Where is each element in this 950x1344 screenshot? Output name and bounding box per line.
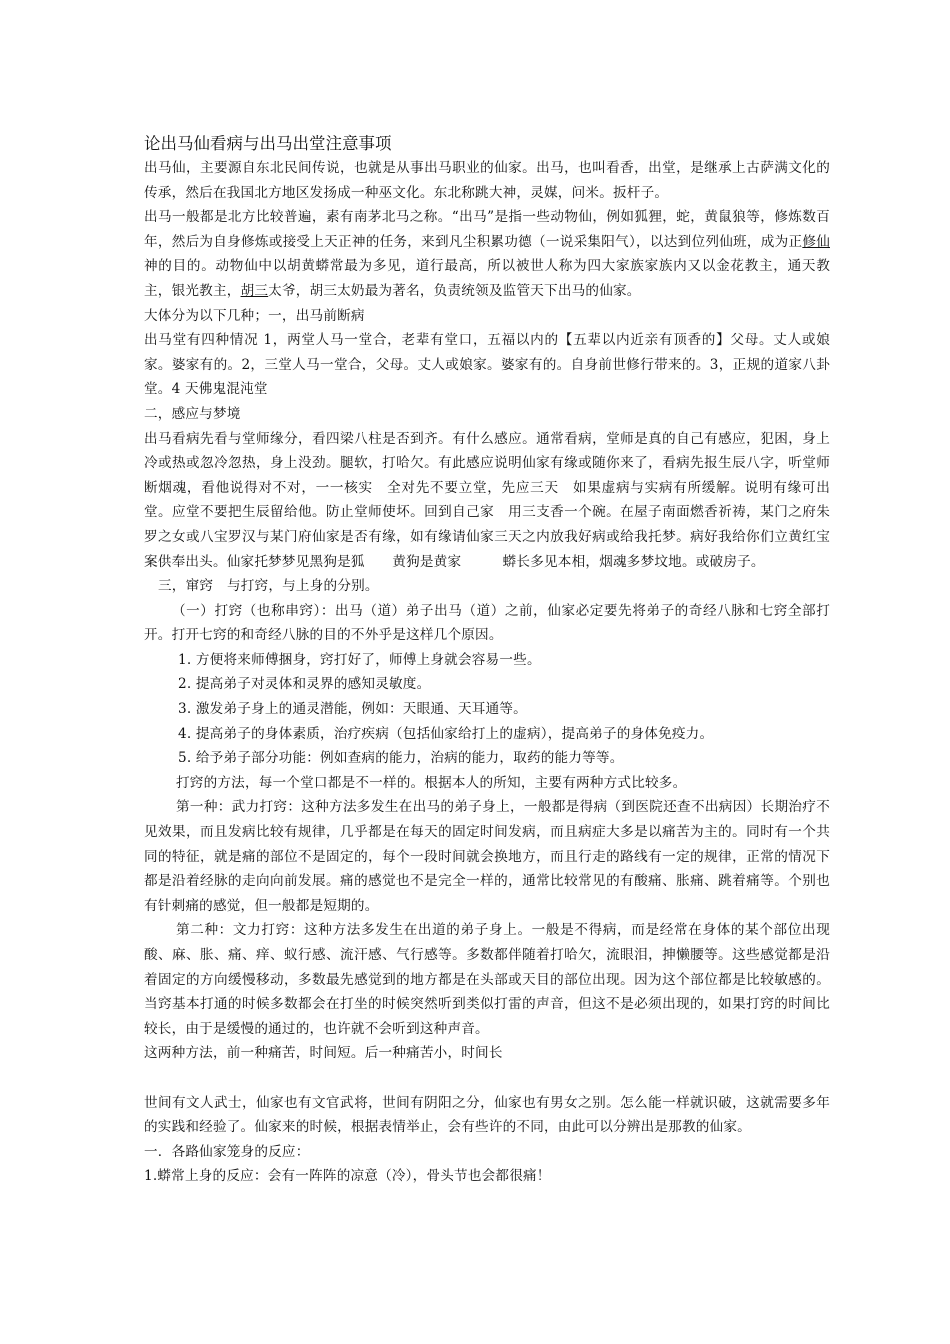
section-heading-2: 二，感应与梦境 <box>144 405 241 422</box>
section-heading-1: 大体分为以下几种；一，出马前断病 <box>144 307 365 324</box>
underlined-word: 胡三 <box>240 282 269 299</box>
paragraph-methods: 打窍的方法，每一个堂口都是不一样的。根据本人的所知，主要有两种方式比较多。 <box>176 774 687 791</box>
paragraph-python-reaction: 1.蟒常上身的反应：会有一阵阵的凉意（冷），骨头节也会都很痛！ <box>144 1168 551 1185</box>
paragraph-method-1: 第一种：武力打窍：这种方法多发生在出马的弟子身上，一般都是得病（到医院还查不出病因）长期治疗不见效果，而且发病比较有规律，几乎都是在每天的固定时间发病，而且病症大多是以痛苦为主的。同时有一个共同的特征，就是痛的部位不是固定的，每个一段时间就会换地方，而且行走的路线有一定的规律，正常的情况下都是沿着经脉的走向向前发展。痛的感觉也不是完全一样的，通常比较常见的有酸痛、胀痛、跳着痛等。个别也有针刺痛的感觉，但一般都是短期的。 <box>144 799 830 914</box>
reason-list <box>144 648 830 771</box>
text-segment: 神的目的。动物仙中以胡黄蟒常最为多见，道行最高，所以被世人称为四大家族家族内又以金花教主，通天教主，银光教主， <box>144 258 830 299</box>
paragraph-origin <box>144 205 830 303</box>
paragraph-method-2: 第二种：文力打窍：这种方法多发生在出道的弟子身上。一般是不得病，而是经常在身体的某个部位出现酸、麻、胀、痛、痒、蚁行感、流汗感、气行感等。多数都伴随着打哈欠，流眼泪，抻懒腰等。这些感觉都是沿着固定的方向缓慢移动，多数最先感觉到的地方都是在头部或天目的部位出现。因为这个部位都是比较敏感的。当窍基本打通的时候多数都会在打坐的时候突然听到类似打雷的声音，但这不是必须出现的，如果打窍的时间比较长，由于是缓慢的通过的，也许就不会听到这种声音。 <box>144 922 830 1037</box>
document-title: 论出马仙看病与出马出堂注意事项 <box>144 134 392 153</box>
blank-line <box>144 1066 830 1091</box>
list-item: 1. 方便将来师傅捆身，窍打好了，师傅上身就会容易一些。 <box>178 651 541 668</box>
list-item: 5. 给予弟子部分功能：例如查病的能力，治病的能力，取药的能力等等。 <box>178 750 624 767</box>
section-heading-4: 一．各路仙家笼身的反应： <box>144 1143 310 1160</box>
underlined-word: 修仙 <box>802 233 830 250</box>
list-item: 4. 提高弟子的身体素质，治疗疾病（包括仙家给打上的虚病），提高弟子的身体免疫力。 <box>178 725 714 742</box>
list-item: 2. 提高弟子对灵体和灵界的感知灵敏度。 <box>178 676 431 693</box>
paragraph-comparison: 这两种方法，前一种痛苦，时间短。后一种痛苦小，时间长 <box>144 1045 503 1062</box>
text-segment: 太爷，胡三太奶最为著名，负责统领及监管天下出马的仙家。 <box>268 282 641 299</box>
text-segment: 出马一般都是北方比较普遍，素有南茅北马之称。“出马”是指一些动物仙，例如狐狸，蛇，黄鼠狼等，修炼数百年，然后为自身修炼或接受上天正神的任务，来到凡尘积累功德（一说采集阳气），以达到位列仙班，成为正 <box>144 209 830 250</box>
paragraph-differences: 世间有文人武士，仙家也有文官武将，世间有阴阳之分，仙家也有男女之别。怎么能一样就识破，这就需要多年的实践和经验了。仙家来的时候，根据表情举止，会有些许的不同，由此可以分辨出是那教的仙家。 <box>144 1094 830 1136</box>
paragraph-intro: 出马仙，主要源自东北民间传说，也就是从事出马职业的仙家。出马，也叫看香，出堂，是继承上古萨满文化的传承，然后在我国北方地区发扬成一种巫文化。东北称跳大神，灵媒，问米。扳杆子。 <box>144 160 830 201</box>
paragraph-induction: 出马看病先看与堂师缘分，看四梁八柱是否到齐。有什么感应。通常看病，堂师是真的自己有感应，犯困，身上冷或热或忽冷忽热，身上没劲。腿软，打哈欠。有此感应说明仙家有缘或随你来了，看病先报生辰八字，听堂师断烟魂，看他说得对不对，一一核实 全对先不要立堂，先应三天 如果虚病与实病有所缓解。说明有缘可出堂。应堂不要把生辰留给他。防止堂师使坏。回到自己家 用三支香一个碗。在屋子南面燃香祈祷，某门之府朱罗之女或八宝罗汉与某门府仙家是否有缘，如有缘请仙家三天之内放我好病或给我托梦。病好我给你们立黄红宝案供奉出头。仙家托梦梦见黑狗是狐 黄狗是黄家 蟒长多见本相，烟魂多梦坟地。或破房子。 <box>144 430 830 570</box>
list-item: 3. 激发弟子身上的通灵潜能，例如：天眼通、天耳通等。 <box>178 701 527 718</box>
section-heading-3: 三，窜窍 与打窍，与上身的分别。 <box>158 578 379 595</box>
paragraph-hall-types: 出马堂有四种情况 1，两堂人马一堂合，老辈有堂口，五福以内的【五辈以内近亲有顶香的】父母。丈人或娘家。婆家有的。2，三堂人马一堂合，父母。丈人或娘家。婆家有的。自身前世修行带来的。3，正规的道家八卦堂。4 天佛鬼混沌堂 <box>144 332 830 398</box>
paragraph-opening-points: （一）打窍（也称串窍）：出马（道）弟子出马（道）之前，仙家必定要先将弟子的奇经八脉和七窍全部打开。打开七窍的和奇经八脉的目的不外乎是这样几个原因。 <box>144 602 830 644</box>
